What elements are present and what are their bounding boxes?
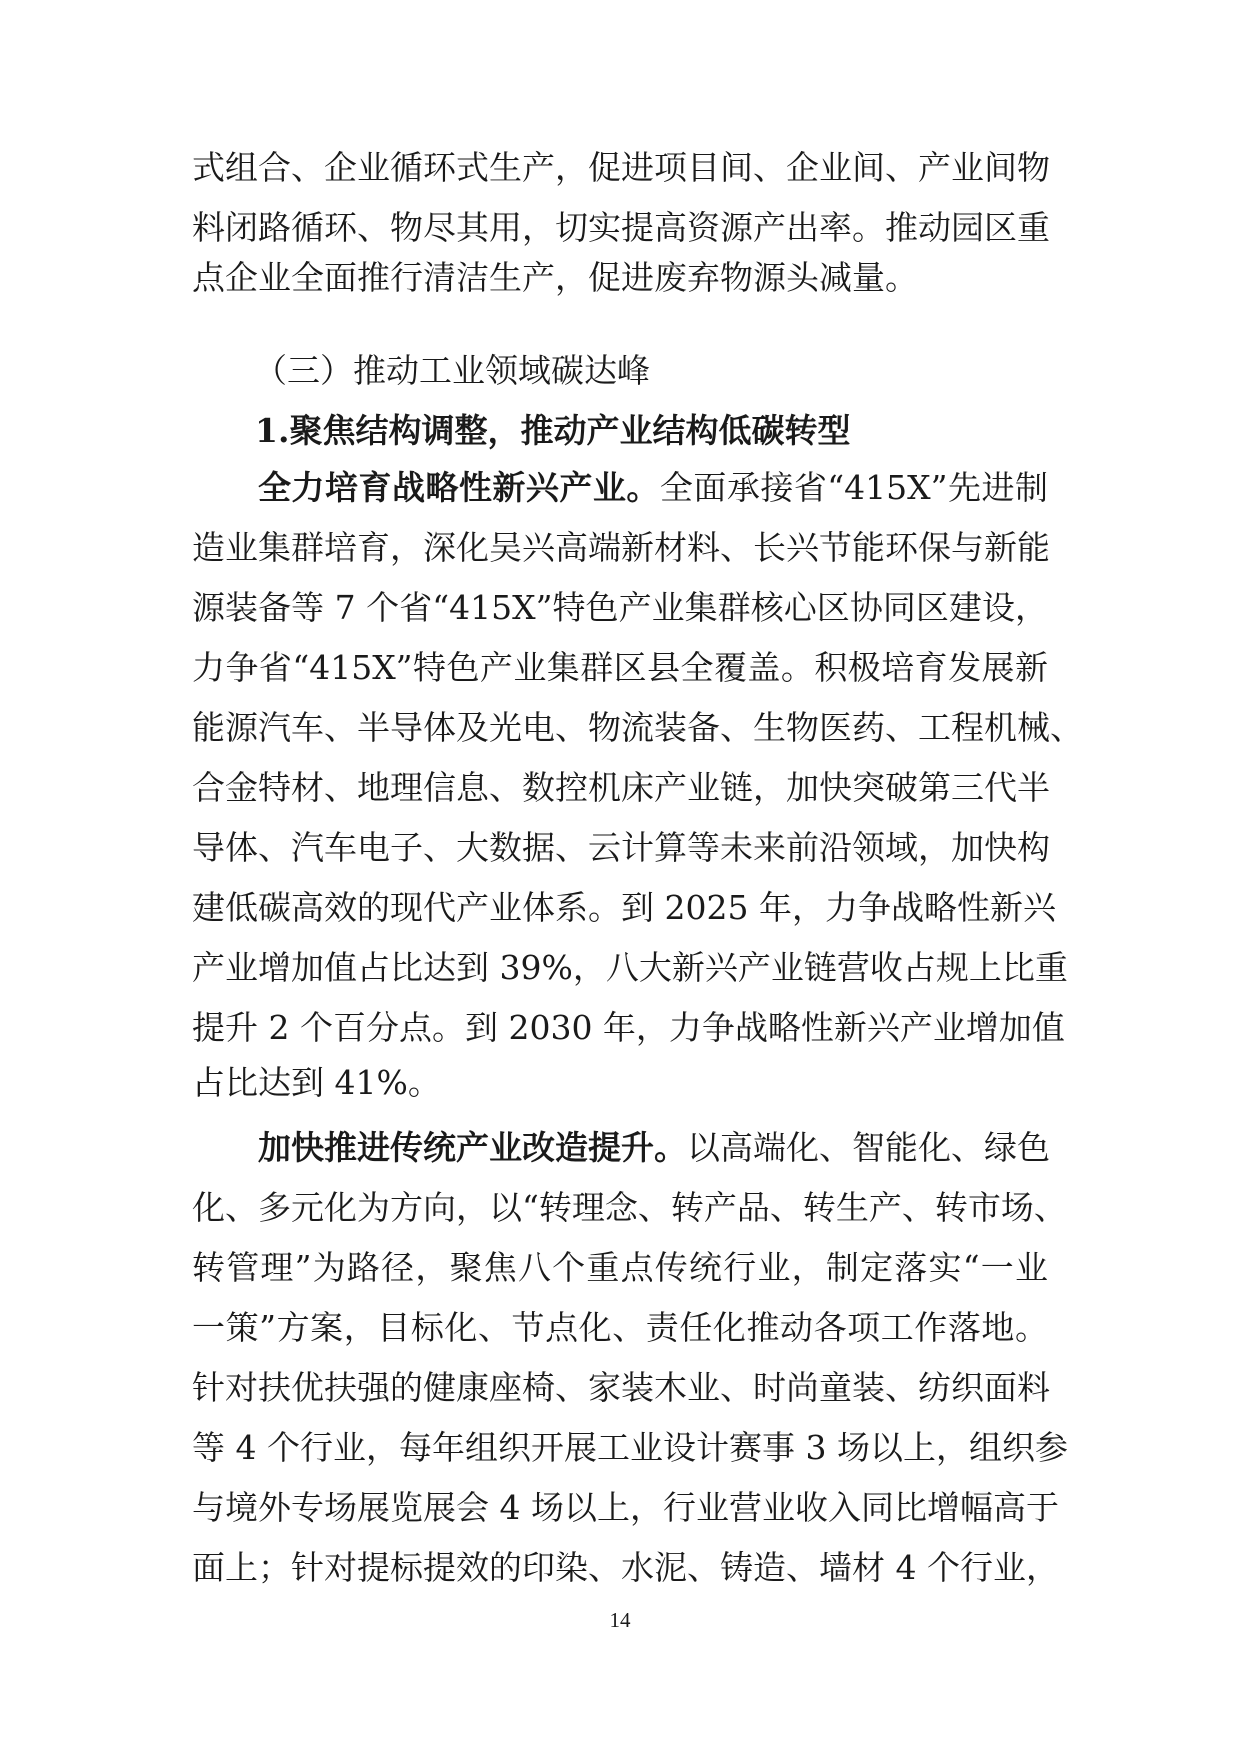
paragraph-first-line-text: 以高端化、智能化、绿色 [687, 1128, 1050, 1167]
sub-heading: 1.聚焦结构调整，推动产业结构低碳转型 [255, 411, 851, 450]
paragraph-first-line [258, 1118, 1048, 1178]
section-heading: （三）推动工业领域碳达峰 [254, 351, 650, 390]
paragraph-lead-bold: 加快推进传统产业改造提升。 [258, 1128, 687, 1167]
paragraph-line: 针对扶优扶强的健康座椅、家装木业、时尚童装、纺织面料 [192, 1368, 1050, 1407]
paragraph-line: 转管理”为路径，聚焦八个重点传统行业，制定落实“一业 [192, 1248, 1048, 1287]
paragraph-line: 等 4 个行业，每年组织开展工业设计赛事 3 场以上，组织参 [192, 1428, 1068, 1467]
paragraph-line: 占比达到 41%。 [192, 1063, 441, 1102]
paragraph-line: 建低碳高效的现代产业体系。到 2025 年，力争战略性新兴 [192, 888, 1056, 927]
paragraph-lead-bold: 全力培育战略性新兴产业。 [258, 468, 660, 507]
paragraph-line: 力争省“415X”特色产业集群区县全覆盖。积极培育发展新 [192, 648, 1048, 687]
paragraph-line: 化、多元化为方向，以“转理念、转产品、转生产、转市场、 [192, 1188, 1067, 1227]
page-number: 14 [609, 1608, 631, 1632]
paragraph-line: 导体、汽车电子、大数据、云计算等未来前沿领域，加快构 [192, 828, 1050, 867]
paragraph-line: 料闭路循环、物尽其用，切实提高资源产出率。推动园区重 [192, 208, 1050, 247]
paragraph-line: 产业增加值占比达到 39%，八大新兴产业链营收占规上比重 [192, 948, 1068, 987]
paragraph-line: 提升 2 个百分点。到 2030 年，力争战略性新兴产业增加值 [192, 1008, 1065, 1047]
paragraph-line: 一策”方案，目标化、节点化、责任化推动各项工作落地。 [192, 1308, 1048, 1347]
paragraph-line: 源装备等 7 个省“415X”特色产业集群核心区协同区建设， [192, 588, 1048, 627]
paragraph-line: 面上；针对提标提效的印染、水泥、铸造、墙材 4 个行业， [192, 1548, 1059, 1587]
paragraph-line: 与境外专场展览展会 4 场以上，行业营业收入同比增幅高于 [192, 1488, 1059, 1527]
paragraph-line: 合金特材、地理信息、数控机床产业链，加快突破第三代半 [192, 768, 1050, 807]
paragraph-first-line-text: 全面承接省“415X”先进制 [659, 468, 1048, 507]
paragraph-line: 式组合、企业循环式生产，促进项目间、企业间、产业间物 [192, 148, 1050, 187]
paragraph-line: 造业集群培育，深化吴兴高端新材料、长兴节能环保与新能 [192, 528, 1050, 567]
paragraph-line: 点企业全面推行清洁生产，促进废弃物源头减量。 [192, 258, 918, 297]
paragraph-line: 能源汽车、半导体及光电、物流装备、生物医药、工程机械、 [192, 708, 1083, 747]
paragraph-first-line [258, 458, 1048, 518]
